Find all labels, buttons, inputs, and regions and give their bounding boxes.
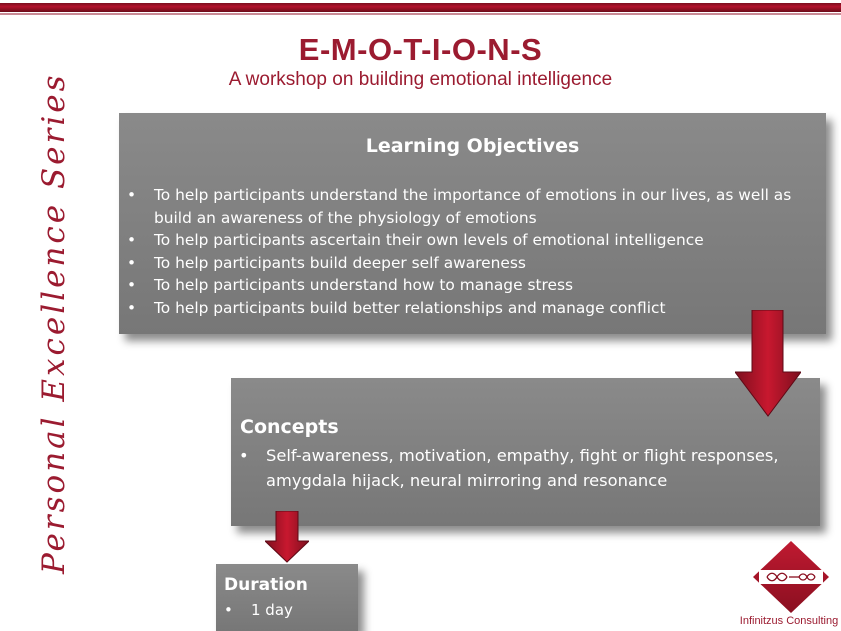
- infinity-diamond-logo-icon: [753, 541, 829, 613]
- objective-item: [127, 274, 814, 297]
- duration-item: [224, 600, 293, 620]
- concepts-panel: [231, 378, 820, 526]
- objective-text: To help participants build better relationships and manage conflict: [154, 298, 666, 317]
- concept-item: [239, 443, 816, 493]
- bullet-dot: •: [127, 298, 137, 317]
- duration-panel: [216, 564, 358, 631]
- objectives-list: [127, 184, 814, 319]
- concepts-heading: Concepts: [240, 416, 339, 438]
- page-subtitle: A workshop on building emotional intelligence: [228, 69, 613, 90]
- objective-text: To help participants understand how to manage stress: [154, 276, 573, 294]
- brand-name: Infinitzus Consulting: [739, 615, 839, 627]
- objectives-heading: Learning Objectives: [365, 135, 580, 157]
- concept-text: Self-awareness, motivation, empathy, fight or flight responses, amygdala hijack, neural mirroring and resonance: [266, 446, 779, 490]
- objective-item: [127, 297, 814, 320]
- objective-text: To help participants ascertain their own levels of emotional intelligence: [154, 231, 704, 249]
- objective-text: To help participants understand the importance of emotions in our lives, as well as build an awareness of the physiology of emotions: [154, 186, 792, 227]
- bullet-dot: •: [127, 231, 137, 249]
- top-accent-line: [0, 13, 841, 15]
- series-side-label: Personal Excellence Series: [36, 72, 72, 574]
- duration-heading: Duration: [224, 575, 308, 595]
- bullet-dot: •: [239, 446, 249, 465]
- arrow-down-icon: [735, 310, 801, 418]
- top-accent-bar: [0, 3, 841, 12]
- bullet-dot: •: [127, 186, 137, 204]
- objective-item: [127, 229, 814, 252]
- bullet-dot: •: [127, 276, 137, 294]
- concepts-list: [239, 443, 816, 493]
- duration-list: [224, 600, 293, 620]
- objective-text: To help participants build deeper self awareness: [154, 253, 526, 272]
- objective-item: [127, 252, 814, 275]
- objective-item: [127, 184, 814, 229]
- bullet-dot: •: [127, 253, 137, 272]
- arrow-down-icon: [265, 511, 309, 563]
- duration-text: 1 day: [251, 601, 293, 619]
- page-title: E-M-O-T-I-O-N-S: [298, 32, 543, 67]
- objectives-panel: [119, 113, 826, 334]
- bullet-dot: •: [224, 601, 233, 619]
